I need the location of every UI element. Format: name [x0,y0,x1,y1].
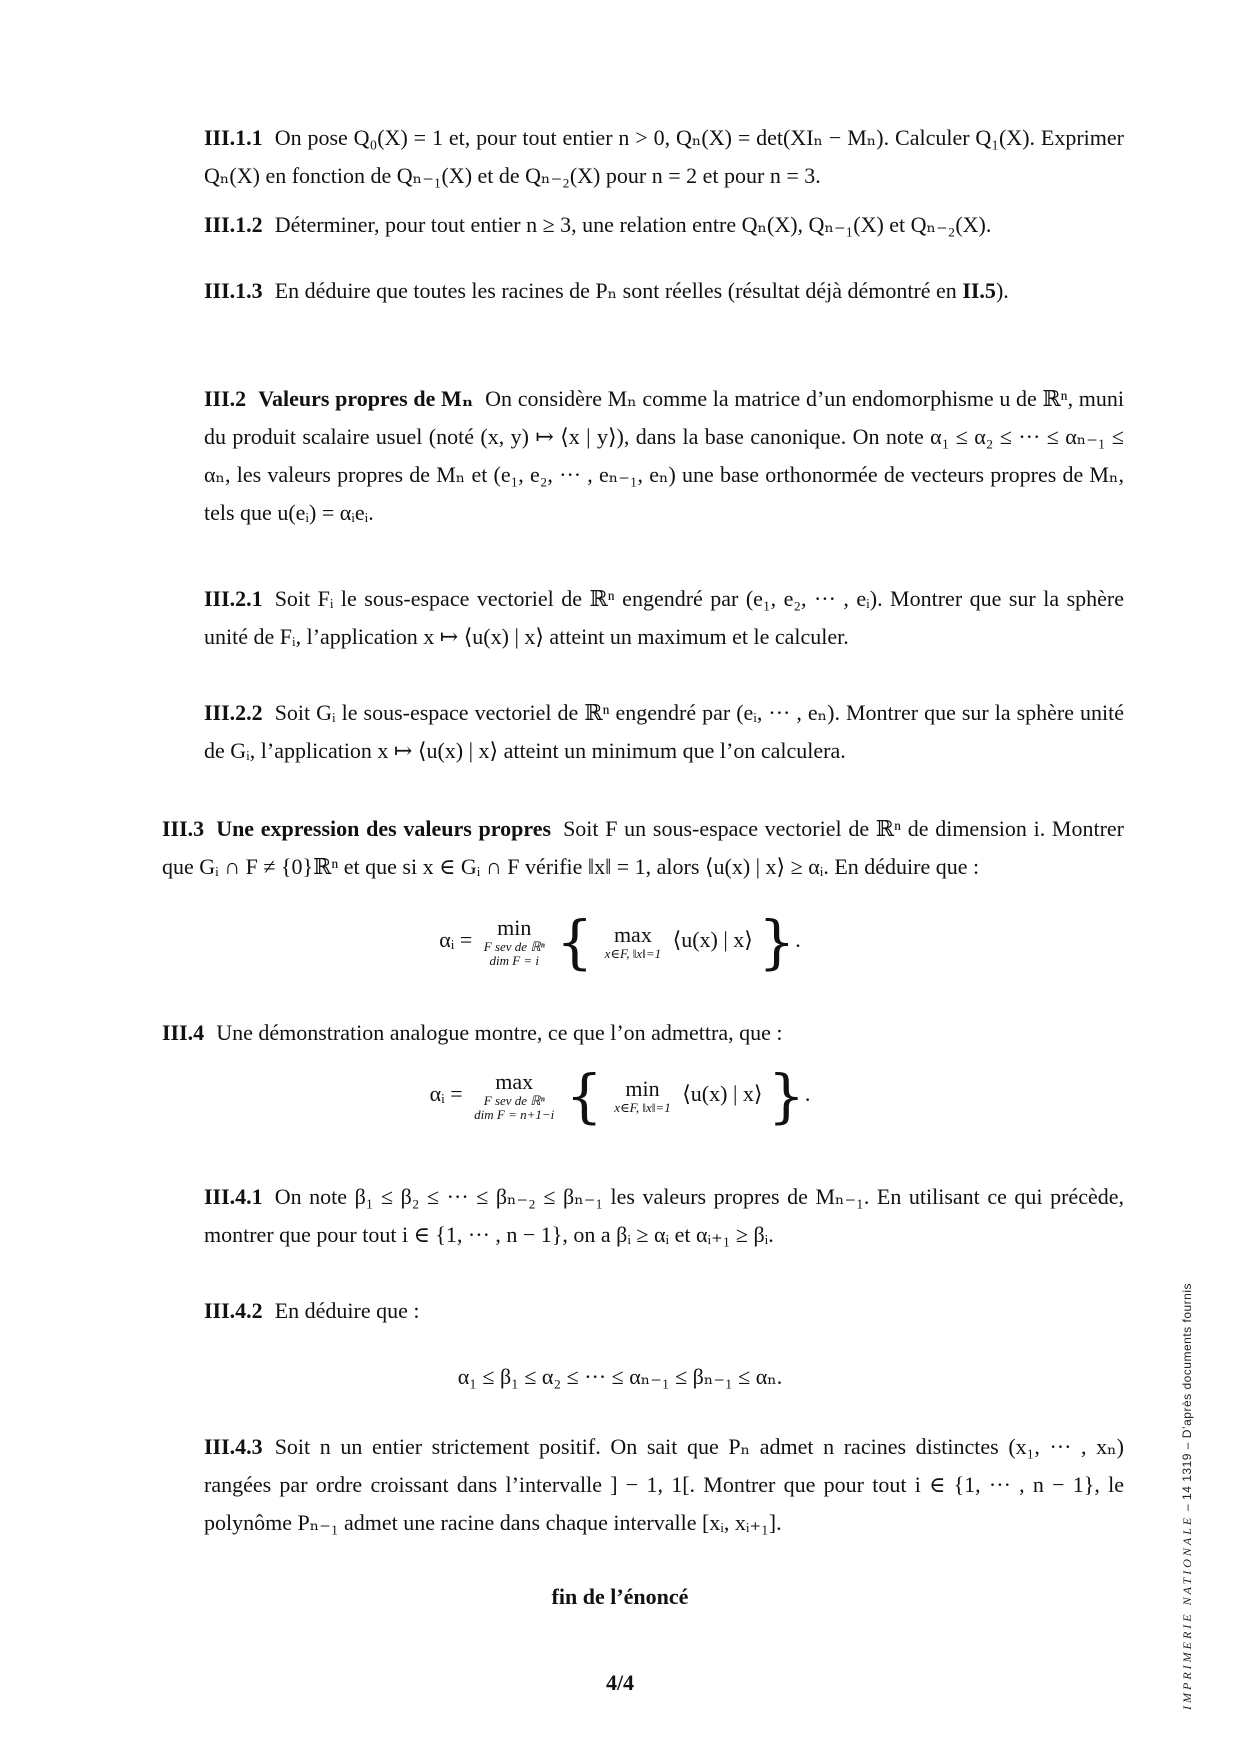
section-III-2 [204,380,1124,532]
operator-subscript: F sev de ℝⁿ [483,939,545,954]
section-III-3 [162,810,1124,886]
operator-subscript: dim F = n+1−i [474,1107,555,1122]
question-text: Soit Fᵢ le sous-espace vectoriel de ℝⁿ engendré par (e₁, e₂, ··· , eᵢ). Montrer que sur la sphère unité de Fᵢ, l’application x ↦ ⟨u(x) | x⟩ atteint un maximum et le calculer. [204,586,1124,649]
inner-operator [614,1077,671,1115]
operator-subscript: x∈F, ‖x‖=1 [614,1100,671,1115]
inner-operator [605,923,662,961]
formula-body: ⟨u(x) | x⟩ [682,1081,763,1107]
document-code: – 14 1319 – D’après documents fournis [1180,1282,1194,1511]
question-text: On note β₁ ≤ β₂ ≤ ··· ≤ βₙ₋₂ ≤ βₙ₋₁ les valeurs propres de Mₙ₋₁. En utilisant ce qui précède, montrer que pour tout i ∈ {1, ··· , n − 1}, on a βᵢ ≥ αᵢ et αᵢ₊₁ ≥ βᵢ. [204,1184,1124,1247]
question-label: III.1.2 [204,212,263,237]
question-III-1-3 [204,272,1124,310]
formula-body: ⟨u(x) | x⟩ [672,927,753,953]
formula-max-min [390,1062,850,1130]
question-III-4-3 [204,1428,1124,1542]
left-brace: { [565,1062,603,1130]
question-text: Soit n un entier strictement positif. On sait que Pₙ admet n racines distinctes (x₁, ··· , xₙ) rangées par ordre croissant dans l’intervalle ] − 1, 1[. Montrer que pour tout i ∈ {1, ··· , n − 1}, le polynôme Pₙ₋₁ admet une racine dans chaque intervalle [xᵢ, xᵢ₊₁]. [204,1434,1124,1535]
operator-max: max [495,1069,534,1094]
operator-min: min [625,1076,660,1101]
question-label: III.1.1 [204,125,263,150]
page-number: 4/4 [605,1670,635,1695]
cross-reference: II.5 [962,278,996,303]
formula-lhs: αᵢ = [429,1081,463,1107]
formula-min-max [400,908,840,976]
question-label: III.2.1 [204,586,263,611]
question-III-4-1 [204,1178,1124,1254]
operator-max: max [613,922,652,947]
question-text: Déterminer, pour tout entier n ≥ 3, une relation entre Qₙ(X), Qₙ₋₁(X) et Qₙ₋₂(X). [274,212,992,237]
question-label: III.1.3 [204,278,263,303]
end-of-statement: fin de l’énoncé [551,1584,689,1609]
section-label: III.3 [162,816,205,841]
right-brace: } [758,908,796,976]
question-text: Soit Gᵢ le sous-espace vectoriel de ℝⁿ engendré par (eᵢ, ··· , eₙ). Montrer que sur la sphère unité de Gᵢ, l’application x ↦ ⟨u(x) | x⟩ atteint un minimum que l’on calculera. [204,700,1124,763]
question-III-1-2 [204,206,1124,244]
outer-operator [474,1070,554,1122]
section-text: On considère Mₙ comme la matrice d’un endomorphisme u de ℝⁿ, muni du produit scalaire usuel (noté (x, y) ↦ ⟨x | y⟩), dans la base canonique. On note α₁ ≤ α₂ ≤ ··· ≤ αₙ₋₁ ≤ αₙ, les valeurs propres de Mₙ et (e₁, e₂, ··· , eₙ₋₁, eₙ) une base orthonormée de vecteurs propres de Mₙ, tels que u(eᵢ) = αᵢeᵢ. [204,386,1124,525]
operator-min: min [497,915,532,940]
question-text: On pose Q₀(X) = 1 et, pour tout entier n > 0, Qₙ(X) = det(XIₙ − Mₙ). Calculer Q₁(X). Exprimer Qₙ(X) en fonction de Qₙ₋₁(X) et de Qₙ₋₂(X) pour n = 2 et pour n = 3. [204,125,1124,188]
question-text: En déduire que : [274,1298,420,1323]
question-III-2-2 [204,694,1124,770]
operator-subscript: F sev de ℝⁿ [483,1093,545,1108]
operator-subscript: x∈F, ‖x‖=1 [604,946,662,961]
section-III-4 [162,1014,1124,1052]
question-III-1-1 [204,119,1124,195]
section-text: Une démonstration analogue montre, ce que l’on admettra, que : [216,1020,783,1045]
question-label: III.4.2 [204,1298,263,1323]
outer-operator [484,916,545,968]
question-label: III.4.1 [204,1184,263,1209]
section-title: Valeurs propres de Mₙ [258,386,474,411]
section-text: Soit F un sous-espace vectoriel de ℝⁿ de dimension i. Montrer que Gᵢ ∩ F ≠ {0}ℝⁿ et que si x ∈ Gᵢ ∩ F vérifie ‖x‖ = 1, alors ⟨u(x) | x⟩ ≥ αᵢ. En déduire que : [162,816,1124,879]
formula-end: . [795,927,801,953]
formula-interlacing: α₁ ≤ β₁ ≤ α₂ ≤ ··· ≤ αₙ₋₁ ≤ βₙ₋₁ ≤ αₙ. [457,1364,783,1389]
printer-side-note [1180,1283,1194,1710]
formula-lhs: αᵢ = [439,927,473,953]
printer-name: IMPRIMERIE NATIONALE [1180,1514,1194,1710]
operator-subscript: dim F = i [489,953,540,968]
section-title: Une expression des valeurs propres [216,816,552,841]
question-label: III.2.2 [204,700,263,725]
right-brace: } [767,1062,805,1130]
question-label: III.4.3 [204,1434,263,1459]
left-brace: { [556,908,594,976]
question-III-2-1 [204,580,1124,656]
section-label: III.4 [162,1020,205,1045]
section-label: III.2 [204,386,247,411]
question-III-4-2 [204,1292,1124,1330]
question-text: En déduire que toutes les racines de Pₙ sont réelles (résultat déjà démontré en [274,278,963,303]
formula-end: . [804,1081,811,1107]
question-text-end: ). [995,278,1009,303]
